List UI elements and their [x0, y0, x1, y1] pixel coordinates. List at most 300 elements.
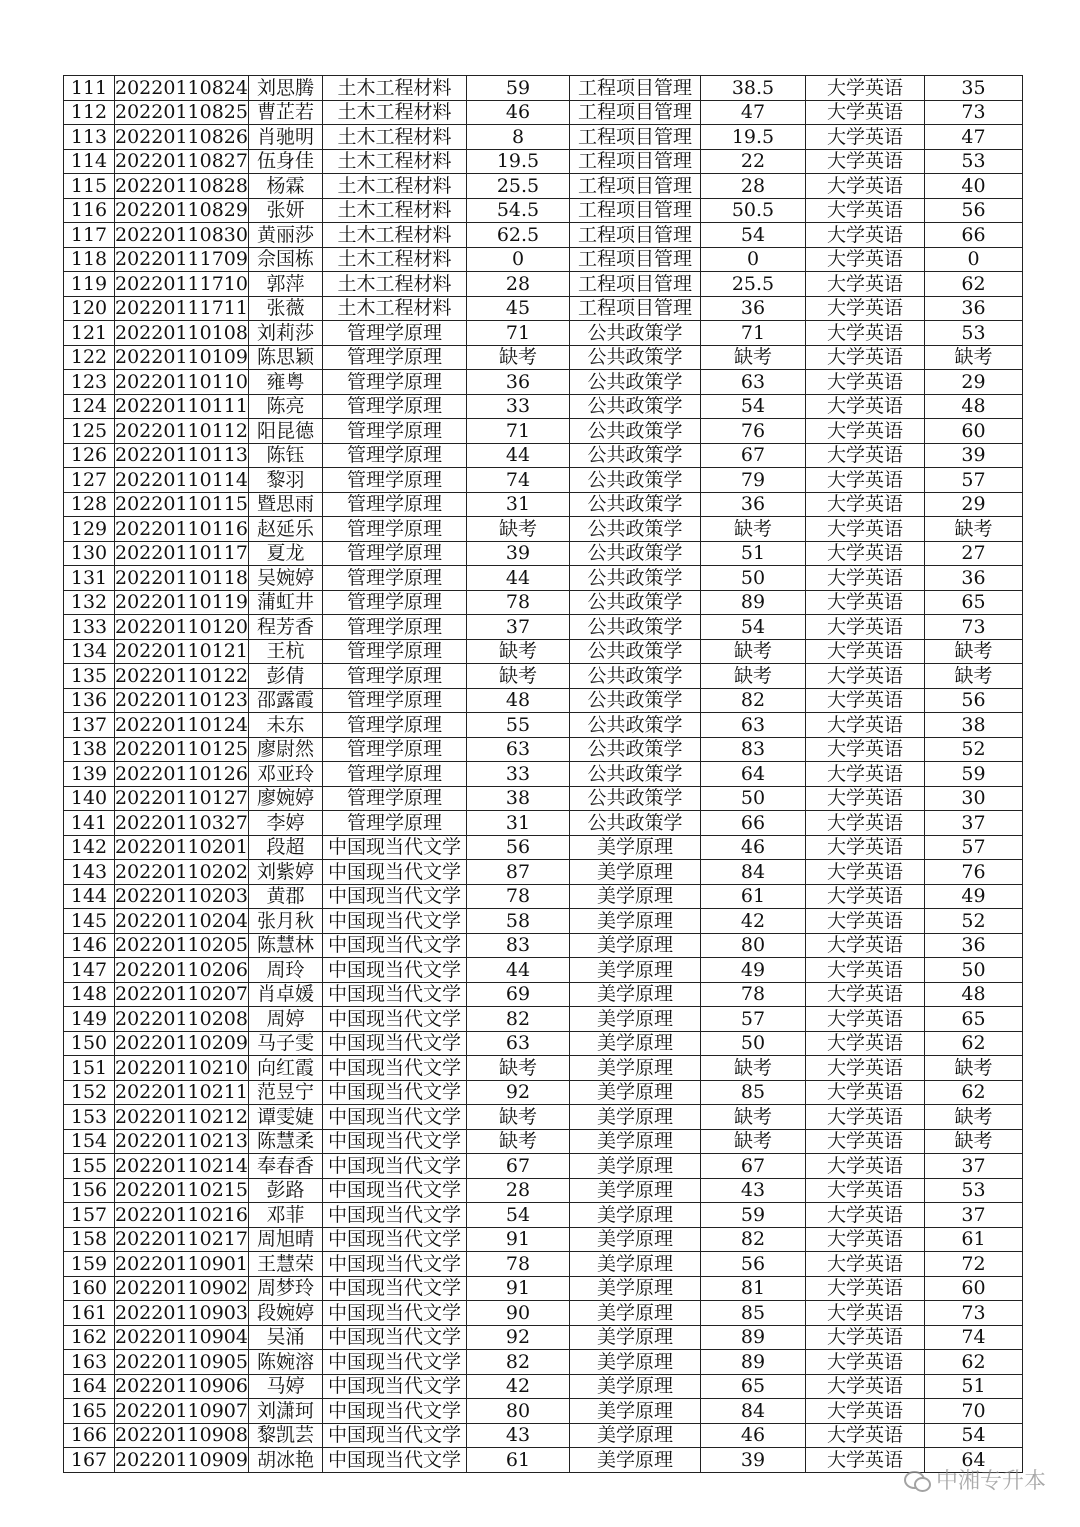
table-row [64, 468, 1023, 493]
course-1-cell: 管理学原理 [322, 419, 466, 444]
student-name-cell: 彭路 [248, 1178, 322, 1203]
student-name-cell: 范昱宁 [248, 1080, 322, 1105]
row-index-cell: 145 [64, 909, 115, 934]
student-id-cell: 20220110118 [115, 566, 248, 589]
course-2-cell: 工程项目管理 [569, 100, 700, 125]
course-1-cell: 中国现当代文学 [322, 933, 466, 958]
score-1-cell: 44 [466, 566, 569, 591]
table-row [64, 100, 1023, 125]
score-1-cell: 43 [466, 1423, 569, 1448]
course-2-cell: 公共政策学 [569, 443, 700, 468]
course-3-cell: 大学英语 [805, 811, 924, 836]
student-id-cell: 20220110909 [115, 1448, 248, 1471]
course-1-cell: 中国现当代文学 [322, 1374, 466, 1399]
score-1-cell: 91 [466, 1227, 569, 1252]
score-3-cell: 62 [924, 272, 1022, 297]
table-row [64, 737, 1023, 762]
table-row [64, 566, 1023, 591]
score-3-cell: 缺考 [924, 517, 1022, 542]
course-2-cell: 美学原理 [569, 1301, 700, 1326]
student-id-cell: 20220111710 [115, 272, 248, 295]
score-1-cell: 31 [466, 492, 569, 517]
score-3-cell: 60 [924, 1276, 1022, 1301]
table-row [64, 982, 1023, 1007]
score-1-cell: 71 [466, 419, 569, 444]
score-2-cell: 56 [700, 1252, 805, 1277]
score-3-cell: 36 [924, 296, 1022, 321]
course-3-cell: 大学英语 [805, 394, 924, 419]
course-2-cell: 公共政策学 [569, 517, 700, 542]
score-2-cell: 49 [700, 958, 805, 983]
score-2-cell: 47 [700, 100, 805, 125]
row-index-cell: 142 [64, 835, 115, 860]
score-1-cell: 缺考 [466, 1129, 569, 1154]
table-row [64, 345, 1023, 370]
table-row [64, 1203, 1023, 1228]
score-3-cell: 70 [924, 1399, 1022, 1424]
course-1-cell: 管理学原理 [322, 468, 466, 493]
row-index-cell: 164 [64, 1374, 115, 1399]
student-id-cell: 20220110824 [115, 76, 248, 99]
course-1-cell: 管理学原理 [322, 566, 466, 591]
table-row [64, 835, 1023, 860]
course-1-cell: 管理学原理 [322, 786, 466, 811]
score-2-cell: 36 [700, 492, 805, 517]
score-1-cell: 31 [466, 811, 569, 836]
table-row [64, 1178, 1023, 1203]
course-3-cell: 大学英语 [805, 1154, 924, 1179]
table-row [64, 688, 1023, 713]
score-2-cell: 66 [700, 811, 805, 836]
score-1-cell: 63 [466, 737, 569, 762]
course-3-cell: 大学英语 [805, 443, 924, 468]
course-1-cell: 管理学原理 [322, 713, 466, 738]
score-3-cell: 52 [924, 737, 1022, 762]
course-2-cell: 美学原理 [569, 1325, 700, 1350]
student-name-cell: 刘潇珂 [248, 1399, 322, 1424]
course-1-cell: 中国现当代文学 [322, 860, 466, 885]
student-id-cell: 20220110117 [115, 542, 248, 565]
score-3-cell: 62 [924, 1080, 1022, 1105]
course-2-cell: 公共政策学 [569, 590, 700, 615]
score-3-cell: 73 [924, 100, 1022, 125]
course-1-cell: 管理学原理 [322, 394, 466, 419]
score-2-cell: 46 [700, 1423, 805, 1448]
student-id-cell: 20220110126 [115, 762, 248, 785]
row-index-cell: 152 [64, 1080, 115, 1105]
score-1-cell: 91 [466, 1276, 569, 1301]
student-name-cell: 王慧荣 [248, 1252, 322, 1277]
row-index-cell: 130 [64, 541, 115, 566]
student-name-cell: 暨思雨 [248, 492, 322, 517]
score-3-cell: 37 [924, 1154, 1022, 1179]
row-index-cell: 128 [64, 492, 115, 517]
row-index-cell: 159 [64, 1252, 115, 1277]
score-3-cell: 38 [924, 713, 1022, 738]
score-3-cell: 64 [924, 1448, 1022, 1473]
score-3-cell: 缺考 [924, 1056, 1022, 1081]
row-index-cell: 161 [64, 1301, 115, 1326]
student-name-cell: 马婷 [248, 1374, 322, 1399]
score-3-cell: 0 [924, 247, 1022, 272]
score-3-cell: 62 [924, 1350, 1022, 1375]
row-index-cell: 127 [64, 468, 115, 493]
table-row [64, 1399, 1023, 1424]
course-2-cell: 美学原理 [569, 1423, 700, 1448]
row-index-cell: 148 [64, 982, 115, 1007]
student-name-cell: 夏龙 [248, 541, 322, 566]
score-2-cell: 39 [700, 1448, 805, 1473]
score-1-cell: 83 [466, 933, 569, 958]
course-2-cell: 工程项目管理 [569, 125, 700, 150]
score-2-cell: 38.5 [700, 76, 805, 101]
score-3-cell: 缺考 [924, 664, 1022, 689]
score-3-cell: 36 [924, 933, 1022, 958]
course-1-cell: 管理学原理 [322, 688, 466, 713]
course-1-cell: 中国现当代文学 [322, 1227, 466, 1252]
course-1-cell: 管理学原理 [322, 541, 466, 566]
course-1-cell: 土木工程材料 [322, 149, 466, 174]
student-id-cell: 20220110907 [115, 1399, 248, 1422]
score-1-cell: 58 [466, 909, 569, 934]
student-id-cell: 20220110217 [115, 1228, 248, 1251]
student-id-cell: 20220110210 [115, 1056, 248, 1079]
student-name-cell: 郭萍 [248, 272, 322, 297]
student-id-cell: 20220110110 [115, 370, 248, 393]
score-3-cell: 65 [924, 1007, 1022, 1032]
score-2-cell: 67 [700, 443, 805, 468]
course-1-cell: 管理学原理 [322, 639, 466, 664]
row-index-cell: 141 [64, 811, 115, 836]
course-2-cell: 美学原理 [569, 1203, 700, 1228]
student-id-cell: 20220111711 [115, 297, 248, 320]
student-id-cell: 20220110829 [115, 199, 248, 222]
score-2-cell: 89 [700, 1350, 805, 1375]
table-row [64, 1031, 1023, 1056]
table-row [64, 149, 1023, 174]
student-id-cell: 20220110124 [115, 713, 248, 736]
course-3-cell: 大学英语 [805, 198, 924, 223]
student-id-cell: 20220110903 [115, 1301, 248, 1324]
score-3-cell: 53 [924, 321, 1022, 346]
score-3-cell: 29 [924, 492, 1022, 517]
score-2-cell: 67 [700, 1154, 805, 1179]
score-2-cell: 50 [700, 1031, 805, 1056]
table-row [64, 1325, 1023, 1350]
score-1-cell: 36 [466, 370, 569, 395]
course-3-cell: 大学英语 [805, 1276, 924, 1301]
score-3-cell: 37 [924, 1203, 1022, 1228]
course-2-cell: 公共政策学 [569, 345, 700, 370]
course-2-cell: 美学原理 [569, 958, 700, 983]
student-name-cell: 向红霞 [248, 1056, 322, 1081]
course-2-cell: 美学原理 [569, 835, 700, 860]
course-3-cell: 大学英语 [805, 1056, 924, 1081]
score-3-cell: 47 [924, 125, 1022, 150]
table-row [64, 1448, 1023, 1473]
course-3-cell: 大学英语 [805, 762, 924, 787]
course-1-cell: 中国现当代文学 [322, 1031, 466, 1056]
student-id-cell: 20220111709 [115, 248, 248, 271]
score-1-cell: 67 [466, 1154, 569, 1179]
table-row [64, 664, 1023, 689]
course-2-cell: 工程项目管理 [569, 198, 700, 223]
score-1-cell: 45 [466, 296, 569, 321]
course-1-cell: 中国现当代文学 [322, 1350, 466, 1375]
student-name-cell: 奉春香 [248, 1154, 322, 1179]
course-2-cell: 美学原理 [569, 1178, 700, 1203]
score-3-cell: 缺考 [924, 1129, 1022, 1154]
row-index-cell: 138 [64, 737, 115, 762]
table-row [64, 933, 1023, 958]
student-name-cell: 周梦玲 [248, 1276, 322, 1301]
score-1-cell: 78 [466, 884, 569, 909]
row-index-cell: 162 [64, 1325, 115, 1350]
row-index-cell: 112 [64, 100, 115, 125]
course-1-cell: 管理学原理 [322, 664, 466, 689]
student-id-cell: 20220110207 [115, 983, 248, 1006]
course-2-cell: 公共政策学 [569, 541, 700, 566]
student-name-cell: 周婷 [248, 1007, 322, 1032]
course-3-cell: 大学英语 [805, 345, 924, 370]
course-1-cell: 管理学原理 [322, 345, 466, 370]
score-2-cell: 50 [700, 566, 805, 591]
score-3-cell: 39 [924, 443, 1022, 468]
row-index-cell: 133 [64, 615, 115, 640]
row-index-cell: 123 [64, 370, 115, 395]
table-row [64, 639, 1023, 664]
row-index-cell: 126 [64, 443, 115, 468]
course-2-cell: 美学原理 [569, 1350, 700, 1375]
student-id-cell: 20220110112 [115, 419, 248, 442]
course-3-cell: 大学英语 [805, 247, 924, 272]
student-name-cell: 赵延乐 [248, 517, 322, 542]
table-row [64, 419, 1023, 444]
student-id-cell: 20220110116 [115, 517, 248, 540]
course-3-cell: 大学英语 [805, 1105, 924, 1130]
table-row [64, 321, 1023, 346]
score-3-cell: 74 [924, 1325, 1022, 1350]
course-1-cell: 管理学原理 [322, 492, 466, 517]
student-name-cell: 刘紫婷 [248, 860, 322, 885]
course-3-cell: 大学英语 [805, 688, 924, 713]
score-1-cell: 缺考 [466, 345, 569, 370]
score-1-cell: 0 [466, 247, 569, 272]
student-id-cell: 20220110122 [115, 664, 248, 687]
course-2-cell: 美学原理 [569, 1105, 700, 1130]
course-2-cell: 美学原理 [569, 1448, 700, 1473]
score-2-cell: 80 [700, 933, 805, 958]
table-row [64, 713, 1023, 738]
score-2-cell: 63 [700, 713, 805, 738]
score-3-cell: 72 [924, 1252, 1022, 1277]
course-1-cell: 管理学原理 [322, 443, 466, 468]
row-index-cell: 121 [64, 321, 115, 346]
table-row [64, 1080, 1023, 1105]
row-index-cell: 129 [64, 517, 115, 542]
course-3-cell: 大学英语 [805, 1325, 924, 1350]
table-row [64, 1129, 1023, 1154]
course-3-cell: 大学英语 [805, 1252, 924, 1277]
course-1-cell: 管理学原理 [322, 811, 466, 836]
course-2-cell: 美学原理 [569, 1227, 700, 1252]
table-row [64, 1252, 1023, 1277]
score-1-cell: 缺考 [466, 639, 569, 664]
student-name-cell: 谭雯婕 [248, 1105, 322, 1130]
score-1-cell: 59 [466, 76, 569, 101]
course-3-cell: 大学英语 [805, 174, 924, 199]
student-id-cell: 20220110127 [115, 787, 248, 810]
row-index-cell: 149 [64, 1007, 115, 1032]
course-3-cell: 大学英语 [805, 223, 924, 248]
table-row [64, 125, 1023, 150]
score-3-cell: 60 [924, 419, 1022, 444]
course-1-cell: 土木工程材料 [322, 174, 466, 199]
table-row [64, 272, 1023, 297]
course-3-cell: 大学英语 [805, 517, 924, 542]
row-index-cell: 151 [64, 1056, 115, 1081]
row-index-cell: 131 [64, 566, 115, 591]
score-2-cell: 83 [700, 737, 805, 762]
score-2-cell: 22 [700, 149, 805, 174]
table-row [64, 247, 1023, 272]
student-id-cell: 20220110214 [115, 1154, 248, 1177]
student-name-cell: 陈慧柔 [248, 1129, 322, 1154]
student-name-cell: 伍身佳 [248, 149, 322, 174]
student-name-cell: 蒲虹井 [248, 590, 322, 615]
course-2-cell: 公共政策学 [569, 615, 700, 640]
table-row [64, 198, 1023, 223]
row-index-cell: 136 [64, 688, 115, 713]
student-id-cell: 20220110826 [115, 125, 248, 148]
score-2-cell: 85 [700, 1080, 805, 1105]
course-1-cell: 管理学原理 [322, 737, 466, 762]
row-index-cell: 111 [64, 76, 115, 101]
score-2-cell: 84 [700, 860, 805, 885]
table-row [64, 860, 1023, 885]
course-2-cell: 公共政策学 [569, 786, 700, 811]
score-3-cell: 59 [924, 762, 1022, 787]
score-1-cell: 78 [466, 590, 569, 615]
score-1-cell: 92 [466, 1325, 569, 1350]
course-3-cell: 大学英语 [805, 982, 924, 1007]
course-3-cell: 大学英语 [805, 909, 924, 934]
score-3-cell: 37 [924, 811, 1022, 836]
row-index-cell: 117 [64, 223, 115, 248]
course-2-cell: 公共政策学 [569, 468, 700, 493]
student-name-cell: 陈慧林 [248, 933, 322, 958]
table-row [64, 443, 1023, 468]
score-1-cell: 78 [466, 1252, 569, 1277]
course-3-cell: 大学英语 [805, 615, 924, 640]
course-2-cell: 美学原理 [569, 1129, 700, 1154]
table-row [64, 1007, 1023, 1032]
table-row [64, 541, 1023, 566]
course-1-cell: 管理学原理 [322, 370, 466, 395]
score-3-cell: 49 [924, 884, 1022, 909]
score-table-body [64, 76, 1023, 1473]
score-2-cell: 61 [700, 884, 805, 909]
student-name-cell: 陈亮 [248, 394, 322, 419]
student-id-cell: 20220110202 [115, 860, 248, 883]
student-id-cell: 20220110120 [115, 615, 248, 638]
student-id-cell: 20220110901 [115, 1252, 248, 1275]
student-name-cell: 王杭 [248, 639, 322, 664]
course-1-cell: 中国现当代文学 [322, 1399, 466, 1424]
course-1-cell: 中国现当代文学 [322, 909, 466, 934]
score-3-cell: 76 [924, 860, 1022, 885]
score-3-cell: 缺考 [924, 345, 1022, 370]
student-name-cell: 刘莉莎 [248, 321, 322, 346]
student-name-cell: 佘国栋 [248, 247, 322, 272]
course-3-cell: 大学英语 [805, 884, 924, 909]
table-row [64, 370, 1023, 395]
row-index-cell: 116 [64, 198, 115, 223]
score-1-cell: 缺考 [466, 517, 569, 542]
student-id-cell: 20220110827 [115, 150, 248, 173]
course-3-cell: 大学英语 [805, 1301, 924, 1326]
table-row [64, 394, 1023, 419]
course-3-cell: 大学英语 [805, 786, 924, 811]
score-1-cell: 缺考 [466, 664, 569, 689]
table-row [64, 296, 1023, 321]
score-3-cell: 51 [924, 1374, 1022, 1399]
score-3-cell: 30 [924, 786, 1022, 811]
row-index-cell: 122 [64, 345, 115, 370]
row-index-cell: 154 [64, 1129, 115, 1154]
score-1-cell: 71 [466, 321, 569, 346]
course-1-cell: 中国现当代文学 [322, 1252, 466, 1277]
student-id-cell: 20220110213 [115, 1130, 248, 1153]
score-2-cell: 缺考 [700, 345, 805, 370]
student-id-cell: 20220110119 [115, 591, 248, 614]
score-3-cell: 35 [924, 76, 1022, 101]
course-2-cell: 工程项目管理 [569, 76, 700, 101]
score-2-cell: 缺考 [700, 517, 805, 542]
course-1-cell: 中国现当代文学 [322, 1129, 466, 1154]
score-3-cell: 40 [924, 174, 1022, 199]
course-3-cell: 大学英语 [805, 835, 924, 860]
course-3-cell: 大学英语 [805, 860, 924, 885]
score-2-cell: 19.5 [700, 125, 805, 150]
score-2-cell: 43 [700, 1178, 805, 1203]
score-2-cell: 78 [700, 982, 805, 1007]
row-index-cell: 134 [64, 639, 115, 664]
course-3-cell: 大学英语 [805, 1203, 924, 1228]
row-index-cell: 144 [64, 884, 115, 909]
row-index-cell: 132 [64, 590, 115, 615]
score-2-cell: 79 [700, 468, 805, 493]
course-2-cell: 公共政策学 [569, 419, 700, 444]
student-id-cell: 20220110902 [115, 1277, 248, 1300]
course-2-cell: 美学原理 [569, 1056, 700, 1081]
student-name-cell: 段超 [248, 835, 322, 860]
student-name-cell: 黎羽 [248, 468, 322, 493]
score-2-cell: 缺考 [700, 639, 805, 664]
score-1-cell: 69 [466, 982, 569, 1007]
course-1-cell: 中国现当代文学 [322, 1105, 466, 1130]
course-1-cell: 管理学原理 [322, 517, 466, 542]
score-3-cell: 56 [924, 198, 1022, 223]
student-name-cell: 曹芷若 [248, 100, 322, 125]
score-3-cell: 27 [924, 541, 1022, 566]
score-1-cell: 25.5 [466, 174, 569, 199]
course-3-cell: 大学英语 [805, 468, 924, 493]
course-1-cell: 管理学原理 [322, 615, 466, 640]
score-1-cell: 39 [466, 541, 569, 566]
score-3-cell: 54 [924, 1423, 1022, 1448]
score-2-cell: 缺考 [700, 664, 805, 689]
